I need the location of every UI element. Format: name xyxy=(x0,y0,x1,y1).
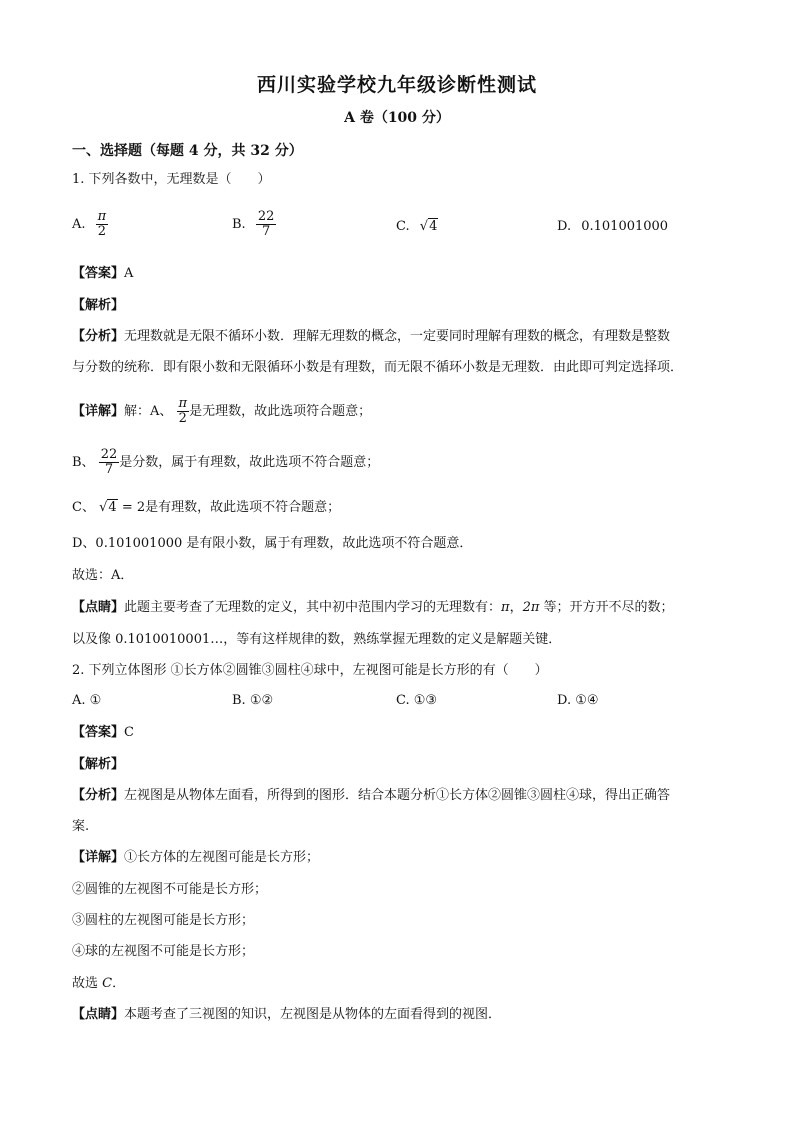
q1-detail-b-suffix: 是分数，属于有理数，故此选项不符合题意； xyxy=(119,455,380,470)
q1-detail-a xyxy=(72,397,371,426)
q1-option-b-label: B. xyxy=(232,217,246,232)
q1-option-b-numerator: 22 xyxy=(257,209,275,224)
q2-dianjing-tag: 【点睛】 xyxy=(72,1007,125,1022)
q1-option-a-fraction xyxy=(96,210,109,239)
q1-dianjing-tag: 【点睛】 xyxy=(72,600,125,615)
q1-detail-a-fraction xyxy=(177,397,190,426)
q1-detail-b-denominator: 7 xyxy=(104,462,114,477)
q2-detail-1 xyxy=(72,849,319,867)
q2-option-c: C. ①③ xyxy=(396,693,438,708)
section-heading: 一、选择题（每题 4 分，共 32 分） xyxy=(72,143,303,159)
q1-option-b-denominator: 7 xyxy=(261,224,271,239)
q2-detail-3: ③圆柱的左视图可能是长方形； xyxy=(72,913,255,928)
q1-dianjing-text1b: 等；开方开不尽的数； xyxy=(539,600,674,615)
q1-detail-c-prefix: C、 xyxy=(72,500,95,515)
q2-choose-suffix: ． xyxy=(112,976,126,991)
q1-option-c-label: C. xyxy=(396,219,410,234)
q1-detail-c-sqrt: √4 xyxy=(99,500,117,515)
q1-dianjing-line2: 以及像 0.1010010001…，等有这样规律的数，熟练掌握无理数的定义是解题关键． xyxy=(72,632,562,647)
q2-detail-1-text: ①长方体的左视图可能是长方形； xyxy=(124,850,320,865)
q2-option-d: D. ①④ xyxy=(557,693,599,708)
q1-option-a xyxy=(72,210,108,239)
q1-dianjing-line1 xyxy=(72,599,674,617)
q2-fenxi-tag: 【分析】 xyxy=(72,788,125,803)
q1-option-c-radicand: 4 xyxy=(429,219,438,234)
q1-option-d-value: 0.101001000 xyxy=(581,219,669,234)
q1-detail-tag: 【详解】 xyxy=(72,404,125,419)
q1-detail-b-fraction xyxy=(99,448,120,477)
q2-choose-letter: C xyxy=(102,976,113,991)
paper-section-subtitle: A 卷（100 分） xyxy=(344,110,450,126)
q1-option-c xyxy=(396,219,438,234)
q2-option-b: B. ①② xyxy=(232,693,274,708)
q1-answer xyxy=(72,265,133,283)
q2-analysis-tag: 【解析】 xyxy=(72,757,125,772)
q1-detail-a-suffix: 是无理数，故此选项符合题意； xyxy=(189,404,372,419)
q2-detail-tag: 【详解】 xyxy=(72,850,125,865)
q1-option-a-numerator: π xyxy=(97,209,107,224)
q2-choose-prefix: 故选 xyxy=(72,976,103,991)
q1-answer-tag: 【答案】 xyxy=(72,266,125,281)
q2-answer xyxy=(72,724,134,742)
q1-option-c-sqrt: √4 xyxy=(419,219,438,234)
q1-detail-c-radicand: 4 xyxy=(108,500,117,515)
q2-answer-tag: 【答案】 xyxy=(72,725,125,740)
q1-detail-b xyxy=(72,448,379,477)
q1-option-b-fraction xyxy=(256,210,277,239)
q1-option-a-label: A. xyxy=(72,217,86,232)
q1-detail-a-denominator: 2 xyxy=(178,411,187,426)
q1-analysis-tag: 【解析】 xyxy=(72,298,125,313)
q1-dianjing-pi: π xyxy=(501,600,510,615)
q2-fenxi-line2: 案. xyxy=(72,819,90,834)
q1-option-b xyxy=(232,210,276,239)
q1-fenxi-tag: 【分析】 xyxy=(72,329,125,344)
q2-choose xyxy=(72,975,125,993)
q1-dianjing-sep: ， xyxy=(509,600,523,615)
q1-detail-a-prefix: 解：A、 xyxy=(124,404,173,419)
q2-dianjing xyxy=(72,1006,501,1024)
q2-option-a: A. ① xyxy=(72,693,102,708)
q1-dianjing-2pi: 2π xyxy=(522,600,540,615)
q2-answer-value: C xyxy=(124,725,134,740)
q1-choose: 故选：A． xyxy=(72,568,134,583)
q1-detail-c xyxy=(72,499,340,517)
q1-option-a-denominator: 2 xyxy=(97,224,107,239)
q1-fenxi-text1: 无理数就是无限不循环小数．理解无理数的概念，一定要同时理解有理数的概念，有理数是整数 xyxy=(124,329,671,344)
q2-detail-2: ②圆锥的左视图不可能是长方形； xyxy=(72,882,268,897)
q2-fenxi-line1 xyxy=(72,787,670,805)
q1-detail-c-suffix: 是有理数，故此选项不符合题意； xyxy=(145,500,341,515)
q1-detail-c-equals: = 2 xyxy=(121,500,146,515)
q1-detail-a-numerator: π xyxy=(178,396,188,411)
q1-fenxi-line2: 与分数的统称．即有限小数和无限循环小数是有理数，而无限不循环小数是无理数．由此即可判定选择项． xyxy=(72,360,684,375)
q1-detail-b-prefix: B、 xyxy=(72,455,95,470)
q2-fenxi-text1: 左视图是从物体左面看，所得到的图形．结合本题分析①长方体②圆锥③圆柱④球，得出正确答 xyxy=(124,788,671,803)
document-title: 西川实验学校九年级诊断性测试 xyxy=(256,74,537,96)
q1-option-d xyxy=(557,219,668,234)
q1-option-d-label: D. xyxy=(557,219,572,234)
q2-dianjing-text: 本题考查了三视图的知识，左视图是从物体的左面看得到的视图． xyxy=(124,1007,502,1022)
q1-detail-d: D、0.101001000 是有限小数，属于有理数，故此选项不符合题意． xyxy=(72,536,473,551)
q1-detail-b-numerator: 22 xyxy=(100,447,118,462)
q2-stem: 2. 下列立体图形 ①长方体②圆锥③圆柱④球中，左视图可能是长方形的有（ ） xyxy=(72,663,548,678)
q1-fenxi-line1 xyxy=(72,328,670,346)
q1-stem: 1. 下列各数中，无理数是（ ） xyxy=(72,172,271,187)
q1-dianjing-text1a: 此题主要考查了无理数的定义，其中初中范围内学习的无理数有： xyxy=(124,600,502,615)
q1-answer-value: A xyxy=(124,266,134,281)
q2-detail-4: ④球的左视图不可能是长方形； xyxy=(72,944,255,959)
